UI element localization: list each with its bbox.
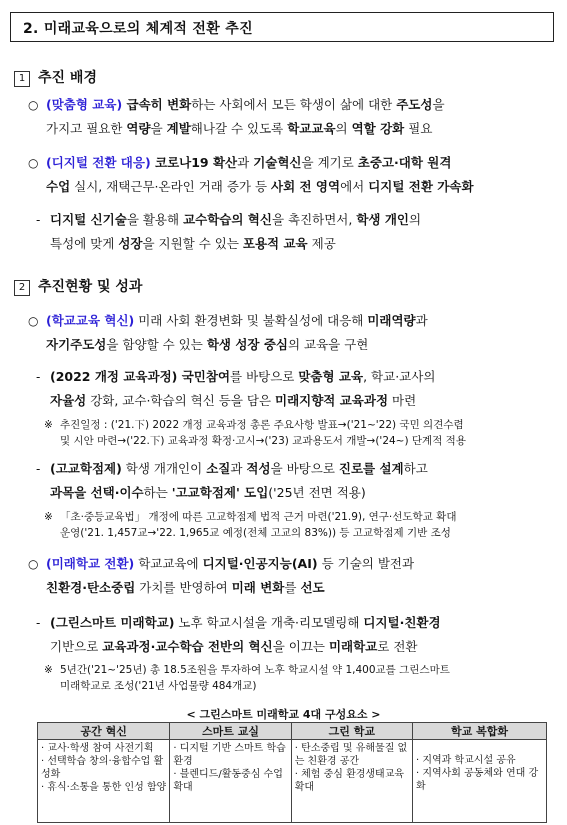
paragraph-line: 수업 실시, 재택근무·온라인 거래 증가 등 사회 전 영역에서 디지털 전환 가속화 xyxy=(46,179,474,194)
cell-item: · 디지털 기반 스마트 학습환경 xyxy=(173,743,286,767)
paragraph-line: 디지털 신기술을 활용해 교수학습의 혁신을 촉진하면서, 학생 개인의 xyxy=(50,212,422,227)
section-title: 2. 미래교육으로의 체계적 전환 추진 xyxy=(23,21,253,37)
table-header-row xyxy=(38,723,547,740)
dash-bullet: - xyxy=(36,616,41,630)
note-mark: ※ xyxy=(44,664,53,676)
circle-bullet: ○ xyxy=(28,98,39,112)
components-table xyxy=(37,722,547,823)
note-line: 운영('21. 1,457교→'22. 1,965교 예정(전체 고교의 83%)) 등 고교학점제 기반 조성 xyxy=(60,527,451,539)
cell-item: · 선택학습 창의·융합수업 활성화 xyxy=(41,756,164,780)
paragraph-line: (고교학점제) 학생 개개인이 소질과 적성을 바탕으로 진로를 설계하고 xyxy=(50,461,428,476)
section-heading-text: 추진 배경 xyxy=(38,70,97,86)
note-line: 5년간('21~'25년) 총 18.5조원을 투자하여 노후 학교시설 약 1,400교를 그린스마트 xyxy=(60,664,450,676)
section-title-box xyxy=(10,12,554,42)
note-mark: ※ xyxy=(44,511,53,523)
circle-bullet: ○ xyxy=(28,557,39,571)
section-number-box: 2 xyxy=(14,280,30,296)
paragraph-line: 특성에 맞게 성장을 지원할 수 있는 포용적 교육 제공 xyxy=(50,236,336,251)
paragraph-line: 자기주도성을 함양할 수 있는 학생 성장 중심의 교육을 구현 xyxy=(46,337,369,352)
dash-bullet: - xyxy=(36,213,41,227)
cell-item: · 탄소중립 및 유해물질 없는 친환경 공간 xyxy=(294,743,408,767)
circle-bullet: ○ xyxy=(28,314,39,328)
note-mark: ※ xyxy=(44,419,53,431)
circle-bullet: ○ xyxy=(28,156,39,170)
cell-item: · 블렌디드/활동중심 수업 확대 xyxy=(173,769,283,793)
paragraph-line: 친환경·탄소중립 가치를 반영하여 미래 변화를 선도 xyxy=(46,580,325,595)
paragraph-line: (디지털 전환 대응) 코로나19 확산과 기술혁신을 계기로 초중고·대학 원격 xyxy=(46,155,452,170)
table-cell xyxy=(412,740,546,823)
paragraph-line: (미래학교 전환) 학교교육에 디지털·인공지능(AI) 등 기술의 발전과 xyxy=(46,556,415,571)
table-header-cell: 스마트 교실 xyxy=(170,723,291,740)
cell-item: · 체험 중심 환경생태교육 확대 xyxy=(294,769,405,793)
dash-bullet: - xyxy=(36,462,41,476)
paragraph-line: (2022 개정 교육과정) 국민참여를 바탕으로 맞춤형 교육, 학교·교사의 xyxy=(50,369,436,384)
section-1-heading xyxy=(14,67,97,87)
table-cell xyxy=(170,740,291,823)
note-line: 미래학교로 조성('21년 사업물량 484개교) xyxy=(60,680,257,692)
table-cell xyxy=(291,740,412,823)
section-2-heading xyxy=(14,276,142,296)
table-header-cell: 학교 복합화 xyxy=(412,723,546,740)
section-heading-text: 추진현황 및 성과 xyxy=(38,279,143,295)
table-cell xyxy=(38,740,170,823)
paragraph-line: 가지고 필요한 역량을 계발해나갈 수 있도록 학교교육의 역할 강화 필요 xyxy=(46,121,433,136)
note-line: 추진일정 : ('21.下) 2022 개정 교육과정 총론 주요사항 발표→('21~'22) 국민 의견수렴 xyxy=(60,419,464,431)
paragraph-line: 자율성 강화, 교수·학습의 혁신 등을 담은 미래지향적 교육과정 마련 xyxy=(50,393,417,408)
dash-bullet: - xyxy=(36,370,41,384)
cell-item: · 지역과 학교시설 공유 xyxy=(415,755,516,766)
cell-item: · 교사·학생 참여 사전기획 xyxy=(41,743,154,754)
note-line: 및 시안 마련→('22.下) 교육과정 확정·고시→('23) 교과용도서 개발→('24~) 단계적 적용 xyxy=(60,435,466,447)
cell-item: · 휴식·소통을 통한 인성 함양 xyxy=(41,782,167,793)
table-header-cell: 공간 혁신 xyxy=(38,723,170,740)
paragraph-line: 기반으로 교육과정·교수학습 전반의 혁신을 이끄는 미래학교로 전환 xyxy=(50,639,418,654)
paragraph-line: 과목을 선택·이수하는 '고교학점제' 도입('25년 전면 적용) xyxy=(50,485,366,500)
section-number-box: 1 xyxy=(14,71,30,87)
paragraph-line: (맞춤형 교육) 급속히 변화하는 사회에서 모든 학생이 삶에 대한 주도성을 xyxy=(46,97,445,112)
table-header-cell: 그린 학교 xyxy=(291,723,412,740)
table-caption: < 그린스마트 미래학교 4대 구성요소 > xyxy=(186,708,381,721)
paragraph-line: (학교교육 혁신) 미래 사회 환경변화 및 불확실성에 대응해 미래역량과 xyxy=(46,313,428,328)
paragraph-line: (그린스마트 미래학교) 노후 학교시설을 개축·리모델링해 디지털·친환경 xyxy=(50,615,441,630)
cell-item: · 지역사회 공동체와 연대 강화 xyxy=(415,768,539,792)
table-row xyxy=(38,740,547,823)
note-line: 「초·중등교육법」 개정에 따른 고교학점제 법적 근거 마련('21.9), 연구·선도학교 확대 xyxy=(60,511,457,523)
